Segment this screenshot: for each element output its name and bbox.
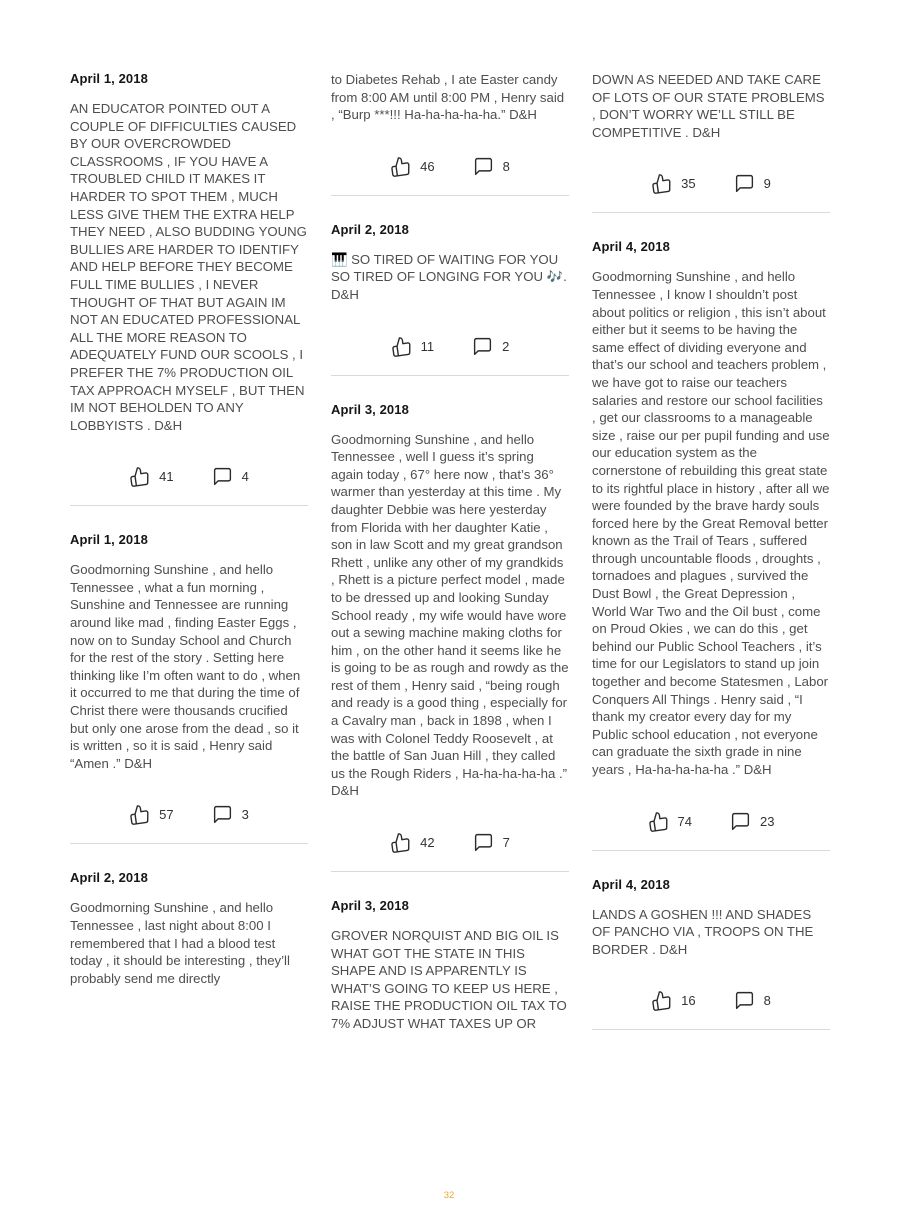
like-stat [391, 336, 435, 357]
thumbs-up-icon [389, 831, 413, 855]
post-body: Goodmorning Sunshine , and hello Tennessee , I know I shouldn’t post about politics or religion , this isn’t about either but it seems to be having the same effect of dividing everyone and that’s our school and teachers problem , we have got to raise our teachers salaries and restore our school facilities , get our classrooms to a manageable size , raise our per pupil funding and use our education system as the cornerstone of rebuilding this great state to its rightful place in history , after all we were founded by the brave hardy souls forced here by the Great Removal better known as the Trail of Tears , suffered through uncountable floods , droughts , tornadoes and plagues , survived the Dust Bowl , the Great Depression , World War Two and the Oil bust , come on Proud Okies , we can do this , get behind our Public School Teachers , it’s time for our Legislators to stand up join together and become Statesmen , Labor Conquers All Things . Henry said , “I thank my creator every day for my Public school education , not everyone can graduate the sixth grade in nine years , Ha-ha-ha-ha-ha .” D&H [592, 269, 830, 777]
thumbs-up-icon [389, 154, 413, 178]
post [592, 877, 830, 1031]
comment-count: 3 [241, 807, 249, 823]
post-body: to Diabetes Rehab , I ate Easter candy from 8:00 AM until 8:00 PM , Henry said , “Burp ***!!! Ha-ha-ha-ha-ha.” D&H [331, 72, 565, 123]
post [331, 402, 569, 872]
thumbs-up-icon [128, 803, 152, 827]
post-body: Goodmorning Sunshine , and hello Tennessee , what a fun morning , Sunshine and Tennessee are running around like mad , finding Easter Eggs , now on to Sunday School and Church for the rest of the story . Setting here thinking like I’m often want to do , when it occurred to me that during the time of Christ there were thousands crucified but only one arose from the dead , so it is written , so it is said , Henry said “Amen .” D&H [70, 562, 301, 771]
comment-bubble-icon [730, 811, 751, 832]
post-body: LANDS A GOSHEN !!! AND SHADES OF PANCHO VIA , TROOPS ON THE BORDER . D&H [592, 906, 814, 957]
thumbs-up-icon [650, 172, 674, 196]
post-engagement [592, 990, 830, 1011]
comment-count: 8 [763, 993, 771, 1009]
comment-count: 23 [760, 813, 775, 829]
thumbs-up-icon [650, 989, 674, 1013]
post-engagement [331, 832, 569, 853]
post [331, 898, 569, 1033]
comment-count: 7 [502, 835, 510, 851]
post-body: 🎹 SO TIRED OF WAITING FOR YOU SO TIRED OF LONGING FOR YOU 🎶. D&H [331, 251, 567, 302]
post-engagement [331, 336, 569, 357]
post-divider [592, 212, 830, 213]
like-count: 11 [420, 338, 435, 354]
post [70, 870, 308, 987]
post-engagement [592, 811, 830, 832]
post-body: DOWN AS NEEDED AND TAKE CARE OF LOTS OF OUR STATE PROBLEMS , DON’T WORRY WE’LL STILL BE COMPETITIVE . D&H [592, 72, 825, 140]
like-stat [390, 832, 434, 853]
post-engagement [592, 173, 830, 194]
column-1 [70, 71, 308, 1056]
post-body: Goodmorning Sunshine , and hello Tennessee , well I guess it’s spring again today , 67° here now , that’s 36° warmer than yesterday at this time . My daughter Debbie was here yesterday from Florida with her daughter Katie , son in law Scott and my great grandson Rhett , unlike any other of my grandkids , Rhett is a picture perfect model , made to be dressed up and looking Sunday School ready , my wife would have wore out a sewing machine making cloths for him , on the other hand it seems like he is going to be as rough and rowdy as the rest of them , Henry said , “being rough and ready is a good thing , especially for a Cavalry man , back in 1898 , when I was with Colonel Teddy Roosevelt , at the battle of San Juan Hill , they called us the Rough Riders , Ha-ha-ha-ha-ha .” D&H [331, 431, 569, 799]
comment-stat [472, 336, 509, 357]
comment-stat [473, 156, 510, 177]
post-date: April 1, 2018 [70, 71, 148, 86]
post [70, 71, 308, 506]
like-count: 42 [420, 835, 435, 851]
comment-stat [473, 832, 510, 853]
post-divider [592, 1029, 830, 1030]
like-stat [651, 173, 695, 194]
comment-count: 8 [502, 158, 510, 174]
comment-stat [734, 990, 771, 1011]
post-divider [331, 375, 569, 376]
post [70, 532, 308, 844]
like-count: 57 [159, 807, 174, 823]
comment-bubble-icon [472, 336, 493, 357]
comment-bubble-icon [212, 466, 233, 487]
post-date: April 2, 2018 [331, 221, 409, 237]
thumbs-up-icon [389, 334, 413, 358]
comment-stat [212, 804, 249, 825]
comment-count: 4 [241, 469, 249, 485]
like-stat [129, 804, 173, 825]
post [592, 239, 830, 850]
post-engagement [331, 156, 569, 177]
like-count: 41 [159, 469, 174, 485]
post-date: April 3, 2018 [331, 898, 409, 914]
post-body: GROVER NORQUIST AND BIG OIL IS WHAT GOT THE STATE IN THIS SHAPE AND IS APPARENTLY IS WHAT’S GOING TO KEEP US HERE , RAISE THE PRODUCTION OIL TAX TO 7% ADJUST WHAT TAXES UP OR [331, 928, 567, 1031]
post [331, 222, 569, 376]
post-divider [331, 871, 569, 872]
comment-bubble-icon [734, 990, 755, 1011]
post-columns [70, 71, 830, 1056]
post-date: April 2, 2018 [70, 870, 148, 886]
post-continuation [331, 71, 569, 196]
comment-stat [730, 811, 774, 832]
post-date: April 4, 2018 [592, 876, 670, 892]
post-body: AN EDUCATOR POINTED OUT A COUPLE OF DIFFICULTIES CAUSED BY OUR OVERCROWDED CLASSROOMS , IF YOU HAVE A TROUBLED CHILD IT MAKES IT HARDER TO SPOT THEM , MUCH LESS GIVE THEM THE EXTRA HELP THEY NEED , ALSO BUDDING YOUNG BULLIES ARE HARDER TO IDENTIFY AND HELP BEFORE THEY BECOME FULL TIME BULLIES , I NEVER THOUGHT OF THAT BUT AGAIN IM NOT AN EDUCATED PROFESSIONAL ALL THE MORE REASON TO ADEQUATELY FUND OUR SCOOLS , I PREFER THE 7% PRODUCTION OIL TAX APPROACH MYSELF , BUT THEN IM NOT BEHOLDEN TO ANY LOBBYISTS . D&H [70, 101, 307, 433]
comment-bubble-icon [734, 173, 755, 194]
like-stat [648, 811, 692, 832]
comment-bubble-icon [473, 156, 494, 177]
comment-count: 9 [763, 176, 771, 192]
like-count: 16 [681, 993, 696, 1009]
comment-bubble-icon [212, 804, 233, 825]
post-divider [70, 505, 308, 506]
comment-count: 2 [502, 338, 510, 354]
column-3 [592, 71, 830, 1056]
post-date: April 1, 2018 [70, 532, 148, 548]
like-count: 74 [677, 813, 692, 829]
like-stat [390, 156, 434, 177]
post-divider [331, 195, 569, 196]
like-stat [651, 990, 695, 1011]
column-2 [331, 71, 569, 1056]
post-continuation [592, 71, 830, 213]
comment-bubble-icon [473, 832, 494, 853]
post-engagement [70, 466, 308, 487]
post-date: April 3, 2018 [331, 401, 409, 417]
thumbs-up-icon [128, 465, 152, 489]
post-engagement [70, 804, 308, 825]
thumbs-up-icon [646, 809, 670, 833]
post-divider [592, 850, 830, 851]
post-date: April 4, 2018 [592, 239, 670, 255]
post-divider [70, 843, 308, 844]
page-number: 32 [443, 1190, 455, 1201]
like-count: 46 [420, 158, 435, 174]
like-stat [129, 466, 173, 487]
comment-stat [734, 173, 771, 194]
post-body: Goodmorning Sunshine , and hello Tennessee , last night about 8:00 I remembered that I had a blood test today , it should be interesting , they’ll probably send me directly [70, 900, 290, 986]
like-count: 35 [681, 176, 696, 192]
comment-stat [212, 466, 249, 487]
